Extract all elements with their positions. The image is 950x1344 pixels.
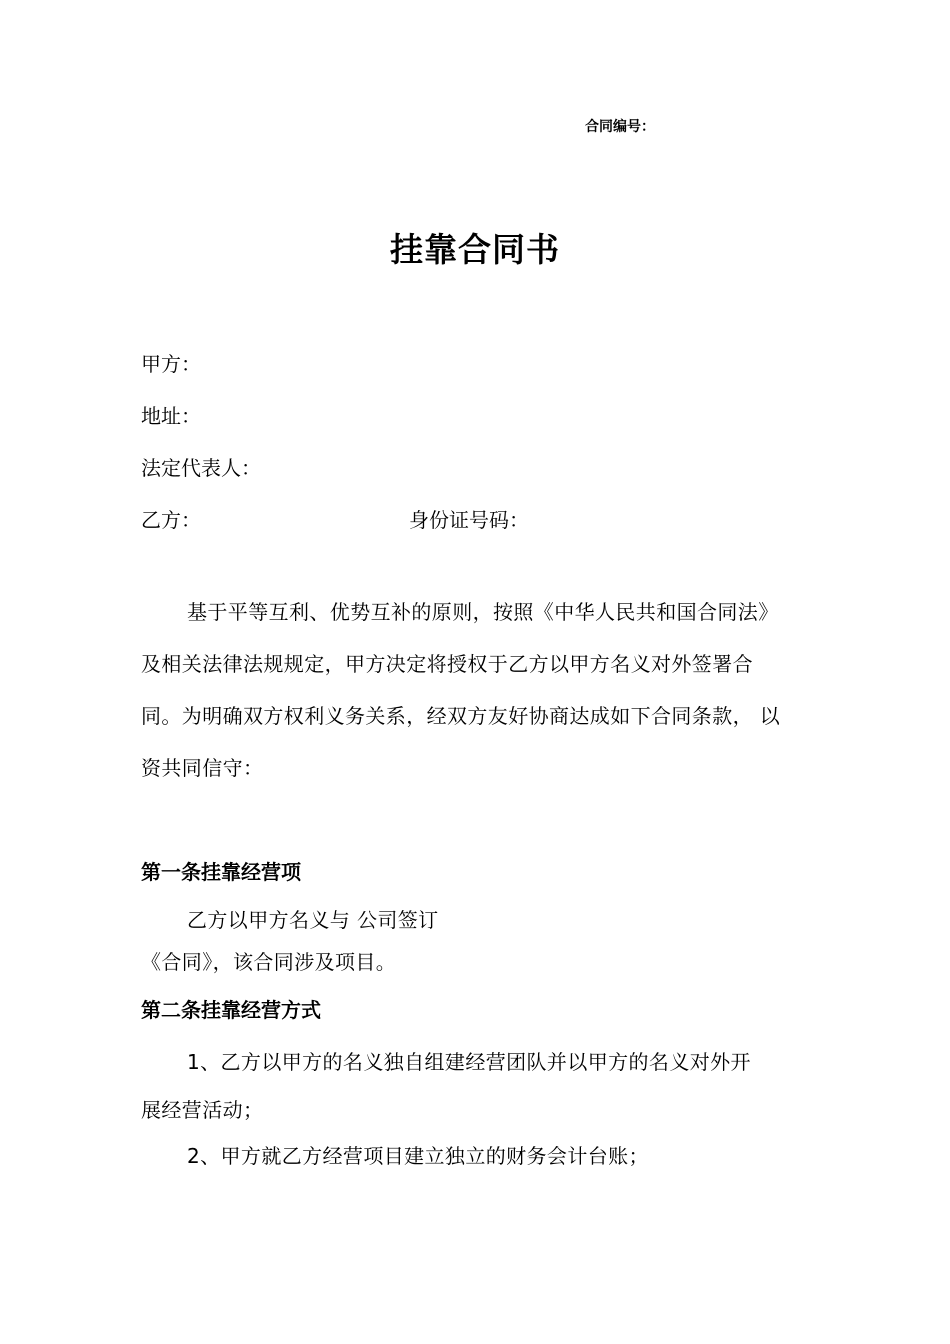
article-1-line-2: 《合同》，该合同涉及项目。 [141,950,397,974]
party-a-field: 甲方： [141,352,201,376]
address-field: 地址： [141,404,201,428]
preamble-line-4: 资共同信守： [141,756,264,780]
party-b-field: 乙方： [141,508,201,532]
article-2-item-1-line-2: 展经营活动； [141,1098,264,1122]
legal-representative-field: 法定代表人： [141,456,261,480]
document-title: 挂靠合同书 [390,230,560,269]
id-number-field: 身份证号码： [409,508,529,532]
article-1-line-1: 乙方以甲方名义与 公司签订 [187,908,439,932]
preamble-line-3: 同。为明确双方权利义务关系，经双方友好协商达成如下合同条款， 以 [141,704,781,728]
article-2-item-1-line-1: 1、乙方以甲方的名义独自组建经营团队并以甲方的名义对外开 [187,1050,751,1074]
preamble-line-2: 及相关法律法规规定，甲方决定将授权于乙方以甲方名义对外签署合 [141,652,753,676]
article-2-item-2: 2、甲方就乙方经营项目建立独立的财务会计台账； [187,1144,649,1168]
article-1-heading: 第一条挂靠经营项 [141,860,301,884]
article-2-heading: 第二条挂靠经营方式 [141,998,321,1022]
contract-number-label: 合同编号： [585,119,655,135]
preamble-line-1: 基于平等互利、优势互补的原则，按照《中华人民共和国合同法》 [187,600,779,624]
